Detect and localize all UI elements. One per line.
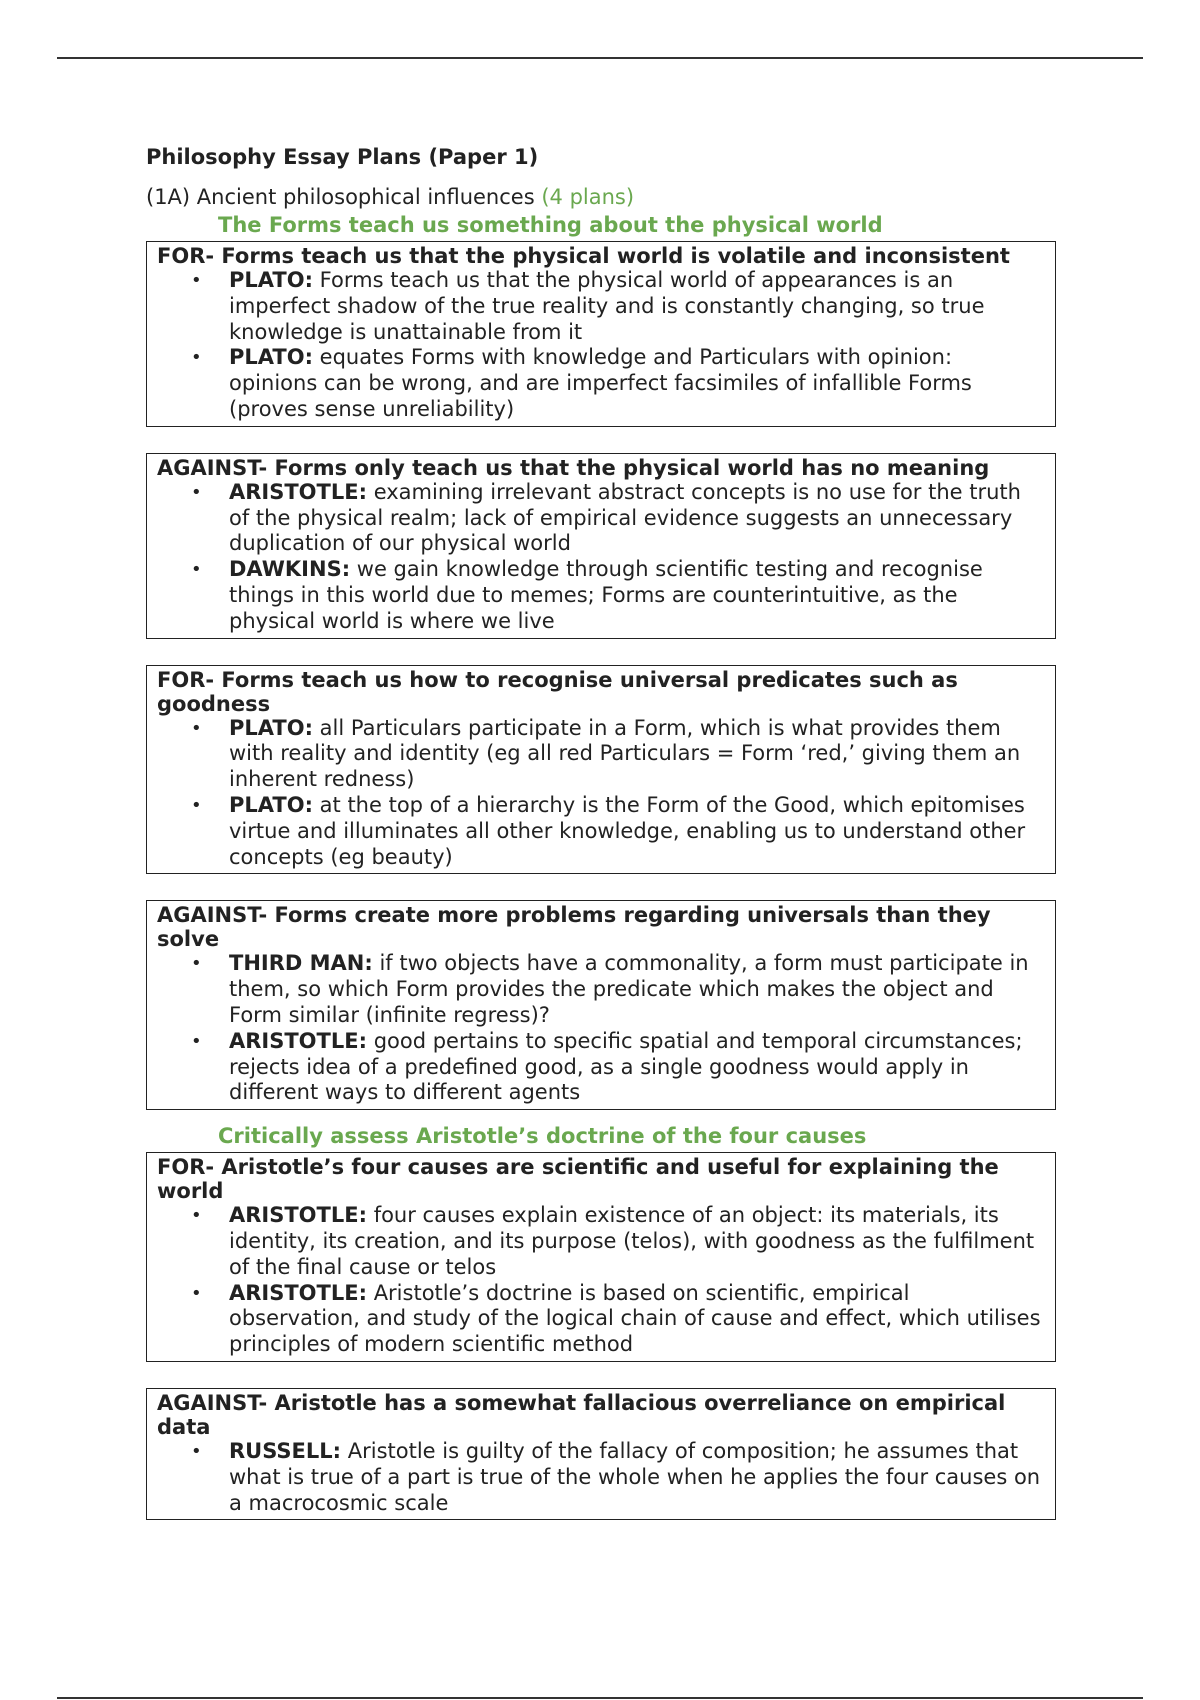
point-author: PLATO: bbox=[229, 268, 313, 292]
bottom-rule bbox=[57, 1697, 1143, 1699]
bullet-icon: • bbox=[191, 794, 202, 816]
point-author: PLATO: bbox=[229, 792, 313, 817]
argument-point bbox=[191, 1203, 1045, 1280]
bullet-icon: • bbox=[191, 1282, 202, 1304]
document-body bbox=[146, 143, 1056, 1546]
point-text: all Particulars participate in a Form, which is what provides them with reality and identity (eg all red Particulars = Form ‘red,’ giving them an inherent redness) bbox=[229, 715, 1021, 792]
argument-points bbox=[157, 716, 1045, 871]
argument-point bbox=[191, 715, 1045, 793]
section-label: (1A) Ancient philosophical influences bbox=[146, 185, 535, 209]
argument-heading: AGAINST- Aristotle has a somewhat fallacious overreliance on empirical data bbox=[157, 1390, 1006, 1439]
argument-box-for bbox=[146, 665, 1056, 875]
argument-points bbox=[157, 268, 1045, 423]
point-author: PLATO: bbox=[229, 345, 313, 370]
argument-box-against bbox=[146, 453, 1056, 639]
point-author: RUSSELL: bbox=[229, 1438, 342, 1463]
argument-point bbox=[191, 951, 1045, 1028]
argument-heading: FOR- Aristotle’s four causes are scientific and useful for explaining the world bbox=[157, 1155, 999, 1204]
argument-points bbox=[157, 1203, 1045, 1358]
point-text: we gain knowledge through scientific testing and recognise things in this world due to memes; Forms are counterintuitive, as the physical world is where we live bbox=[229, 557, 983, 633]
bullet-icon: • bbox=[191, 953, 202, 975]
bullet-icon: • bbox=[191, 559, 202, 581]
argument-points bbox=[157, 480, 1045, 635]
argument-box-for bbox=[146, 241, 1056, 427]
argument-heading: AGAINST- Forms only teach us that the physical world has no meaning bbox=[157, 455, 990, 480]
point-author: ARISTOTLE: bbox=[229, 1280, 367, 1305]
point-text: four causes explain existence of an object: its materials, its identity, its creation, and its purpose (telos), with goodness as the fulfilment of the final cause or telos bbox=[229, 1203, 1035, 1279]
point-text: if two objects have a commonality, a form must participate in them, so which Form provides the predicate which makes the object and Form similar (infinite regress)? bbox=[229, 951, 1029, 1027]
section-heading bbox=[146, 183, 1056, 211]
essay-plan bbox=[146, 1122, 1056, 1520]
argument-point bbox=[191, 557, 1045, 634]
point-author: ARISTOTLE: bbox=[229, 1028, 367, 1053]
point-text: Forms teach us that the physical world of appearances is an imperfect shadow of the true reality and is constantly changing, so true knowledge is unattainable from it bbox=[229, 268, 985, 344]
argument-point bbox=[191, 1280, 1045, 1358]
argument-point bbox=[191, 268, 1045, 345]
plan-title: The Forms teach us something about the physical world bbox=[218, 213, 883, 237]
bullet-icon: • bbox=[191, 1030, 202, 1052]
bullet-icon: • bbox=[191, 1205, 202, 1227]
point-text: Aristotle’s doctrine is based on scientific, empirical observation, and study of the logical chain of cause and effect, which utilises principles of modern scientific method bbox=[229, 1280, 1041, 1357]
argument-point bbox=[191, 479, 1045, 557]
document-title: Philosophy Essay Plans (Paper 1) bbox=[146, 145, 539, 169]
argument-point bbox=[191, 1028, 1045, 1106]
point-author: ARISTOTLE: bbox=[229, 479, 367, 504]
section-plan-count: (4 plans) bbox=[541, 185, 635, 209]
point-text: good pertains to specific spatial and temporal circumstances; rejects idea of a predefined good, as a single goodness would apply in different ways to different agents bbox=[229, 1028, 1023, 1105]
argument-box-against bbox=[146, 900, 1056, 1110]
point-author: ARISTOTLE: bbox=[229, 1203, 367, 1228]
bullet-icon: • bbox=[191, 481, 202, 503]
argument-heading: FOR- Forms teach us that the physical world is volatile and inconsistent bbox=[157, 244, 1010, 268]
plan-title: Critically assess Aristotle’s doctrine of the four causes bbox=[218, 1124, 867, 1149]
argument-points bbox=[157, 1439, 1045, 1516]
point-text: at the top of a hierarchy is the Form of the Good, which epitomises virtue and illuminates all other knowledge, enabling us to understand other concepts (eg beauty) bbox=[229, 792, 1026, 869]
argument-point bbox=[191, 792, 1045, 870]
point-author: PLATO: bbox=[229, 715, 313, 740]
bullet-icon: • bbox=[191, 347, 202, 369]
argument-box-against bbox=[146, 1388, 1056, 1520]
point-author: THIRD MAN: bbox=[229, 951, 373, 976]
bullet-icon: • bbox=[191, 717, 202, 739]
argument-heading: AGAINST- Forms create more problems regarding universals than they solve bbox=[157, 903, 991, 952]
bullet-icon: • bbox=[191, 270, 202, 291]
top-rule bbox=[57, 57, 1143, 59]
argument-box-for bbox=[146, 1152, 1056, 1362]
point-text: equates Forms with knowledge and Particulars with opinion: opinions can be wrong, and are imperfect facsimiles of infallible Forms (proves sense unreliability) bbox=[229, 345, 972, 421]
point-text: examining irrelevant abstract concepts is no use for the truth of the physical realm; lack of empirical evidence suggests an unnecessary duplication of our physical world bbox=[229, 479, 1021, 556]
essay-plan bbox=[146, 211, 1056, 1110]
argument-point bbox=[191, 1438, 1045, 1516]
argument-heading: FOR- Forms teach us how to recognise universal predicates such as goodness bbox=[157, 667, 958, 716]
argument-point bbox=[191, 345, 1045, 422]
point-text: Aristotle is guilty of the fallacy of composition; he assumes that what is true of a part is true of the whole when he applies the four causes on a macrocosmic scale bbox=[229, 1438, 1041, 1515]
point-author: DAWKINS: bbox=[229, 557, 351, 582]
argument-points bbox=[157, 951, 1045, 1106]
bullet-icon: • bbox=[191, 1440, 202, 1462]
